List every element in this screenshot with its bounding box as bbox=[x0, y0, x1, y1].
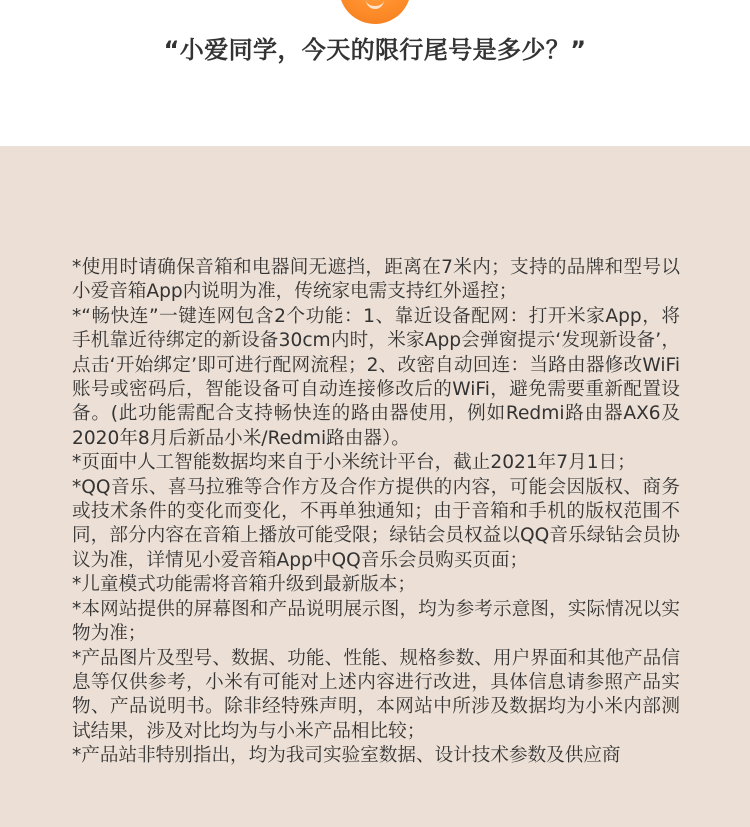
note-5: *儿童模式功能需将音箱升级到最新版本； bbox=[72, 574, 416, 596]
note-3: *页面中人工智能数据均来自于小米统计平台，截止2021年7月1日； bbox=[72, 452, 636, 474]
disclaimer-notes bbox=[72, 256, 680, 769]
top-section bbox=[0, 0, 750, 146]
note-4: *QQ音乐、喜马拉雅等合作方及合作方提供的内容，可能会因版权、商务或技术条件的变化而变化，不再单独通知；由于音箱和手机的版权范围不同，部分内容在音箱上播放可能受限；绿钻会员权益以QQ音乐绿钻会员协议为准，详情见小爱音箱App中QQ音乐会员购买页面； bbox=[72, 476, 680, 571]
page-headline: “小爱同学，今天的限行尾号是多少？” bbox=[163, 36, 587, 64]
note-8: *产品站非特别指出，均为我司实验室数据、设计技术参数及供应商 bbox=[72, 745, 621, 767]
note-7: *产品图片及型号、数据、功能、性能、规格参数、用户界面和其他产品信息等仅供参考，小米有可能对上述内容进行改进，具体信息请参照产品实物、产品说明书。除非经特殊声明，本网站中所涉及数据均为小米内部测试结果，涉及对比均为与小米产品相比较； bbox=[72, 647, 680, 742]
xiaoai-logo-icon bbox=[339, 0, 411, 24]
note-2: *“畅快连”一键连网包含2个功能：1、靠近设备配网：打开米家App，将手机靠近待绑定的新设备30cm内时，米家App会弹窗提示‘发现新设备’，点击‘开始绑定’即可进行配网流程；2、改密自动回连：当路由器修改WiFi账号或密码后，智能设备可自动连接修改后的WiFi，避免需要重新配置设备。(此功能需配合支持畅快连的路由器使用，例如Redmi路由器AX6及2020年8月后新品小米/Redmi路由器）。 bbox=[72, 305, 680, 449]
note-6: *本网站提供的屏幕图和产品说明展示图，均为参考示意图，实际情况以实物为准； bbox=[72, 598, 680, 645]
note-1: *使用时请确保音箱和电器间无遮挡，距离在7米内；支持的品牌和型号以小爱音箱App内说明为准，传统家电需支持红外遥控； bbox=[72, 257, 680, 303]
